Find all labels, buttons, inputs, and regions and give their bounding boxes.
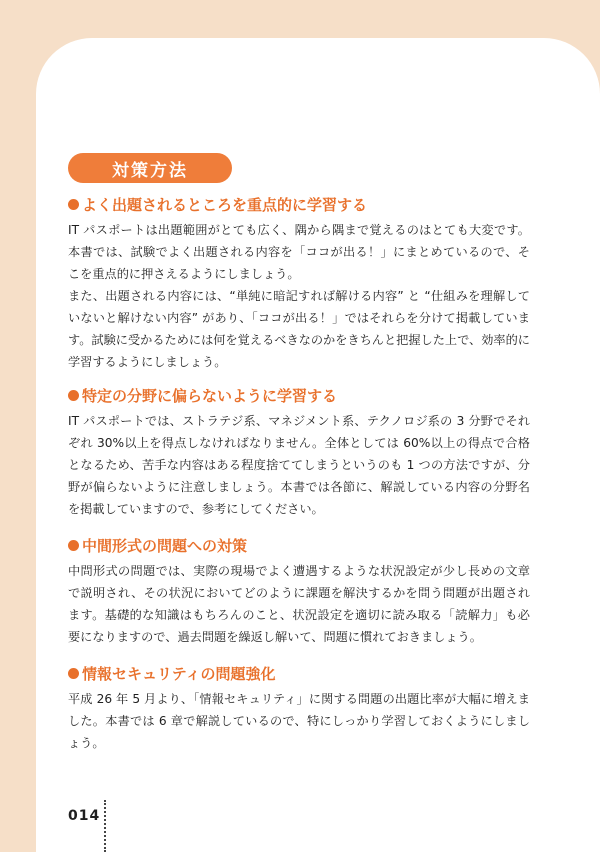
section-3-title: 中間形式の問題への対策: [68, 536, 530, 556]
bullet-icon: [68, 540, 79, 551]
page-number-divider: [104, 800, 106, 852]
bullet-icon: [68, 199, 79, 210]
section-3: [68, 536, 530, 648]
section-2: [68, 386, 530, 520]
bullet-icon: [68, 668, 79, 679]
section-2-title: 特定の分野に偏らないように学習する: [68, 386, 530, 406]
section-heading: 対策方法: [68, 153, 232, 183]
section-1: [68, 195, 530, 373]
section-4-paragraph-1: 平成 26 年 5 月より、「情報セキュリティ」に関する問題の出題比率が大幅に増えました。本書では 6 章で解説しているので、特にしっかり学習しておくようにしましょう。: [68, 692, 530, 750]
section-3-paragraph-1: 中問形式の問題では、実際の現場でよく遭遇するような状況設定が少し長めの文章で説明され、その状況においてどのように課題を解決するかを問う問題が出題されます。基礎的な知識はもちろんのこと、状況設定を適切に読み取る「読解力」も必要になりますので、過去問題を繰返し解いて、問題に慣れておきましょう。: [68, 564, 530, 644]
bullet-icon: [68, 390, 79, 401]
section-4: [68, 664, 530, 754]
section-1-paragraph-2: また、出題される内容には、“単純に暗記すれば解ける内容” と “仕組みを理解していないと解けない内容” があり、「ココが出る！」ではそれらを分けて掲載しています。試験に受かるためには何を覚えるべきなのかをきちんと把握した上で、効率的に学習するようにしましょう。: [68, 289, 530, 369]
section-1-title: よく出題されるところを重点的に学習する: [68, 195, 530, 215]
section-1-paragraph-1: IT パスポートは出題範囲がとても広く、隅から隅まで覚えるのはとても大変です。本書では、試験でよく出題される内容を「ココが出る！」にまとめているので、そこを重点的に押さえるようにしましょう。: [68, 223, 530, 281]
page-number: 014: [68, 808, 101, 824]
section-4-title: 情報セキュリティの問題強化: [68, 664, 530, 684]
section-2-paragraph-1: IT パスポートでは、ストラテジ系、マネジメント系、テクノロジ系の 3 分野でそれぞれ 30%以上を得点しなければなりません。全体としては 60%以上の得点で合格となるため、苦手な内容はある程度捨ててしまうというのも 1 つの方法ですが、分野が偏らないように注意しましょう。本書では各節に、解説している内容の分野名を掲載していますので、参考にしてください。: [68, 414, 530, 516]
